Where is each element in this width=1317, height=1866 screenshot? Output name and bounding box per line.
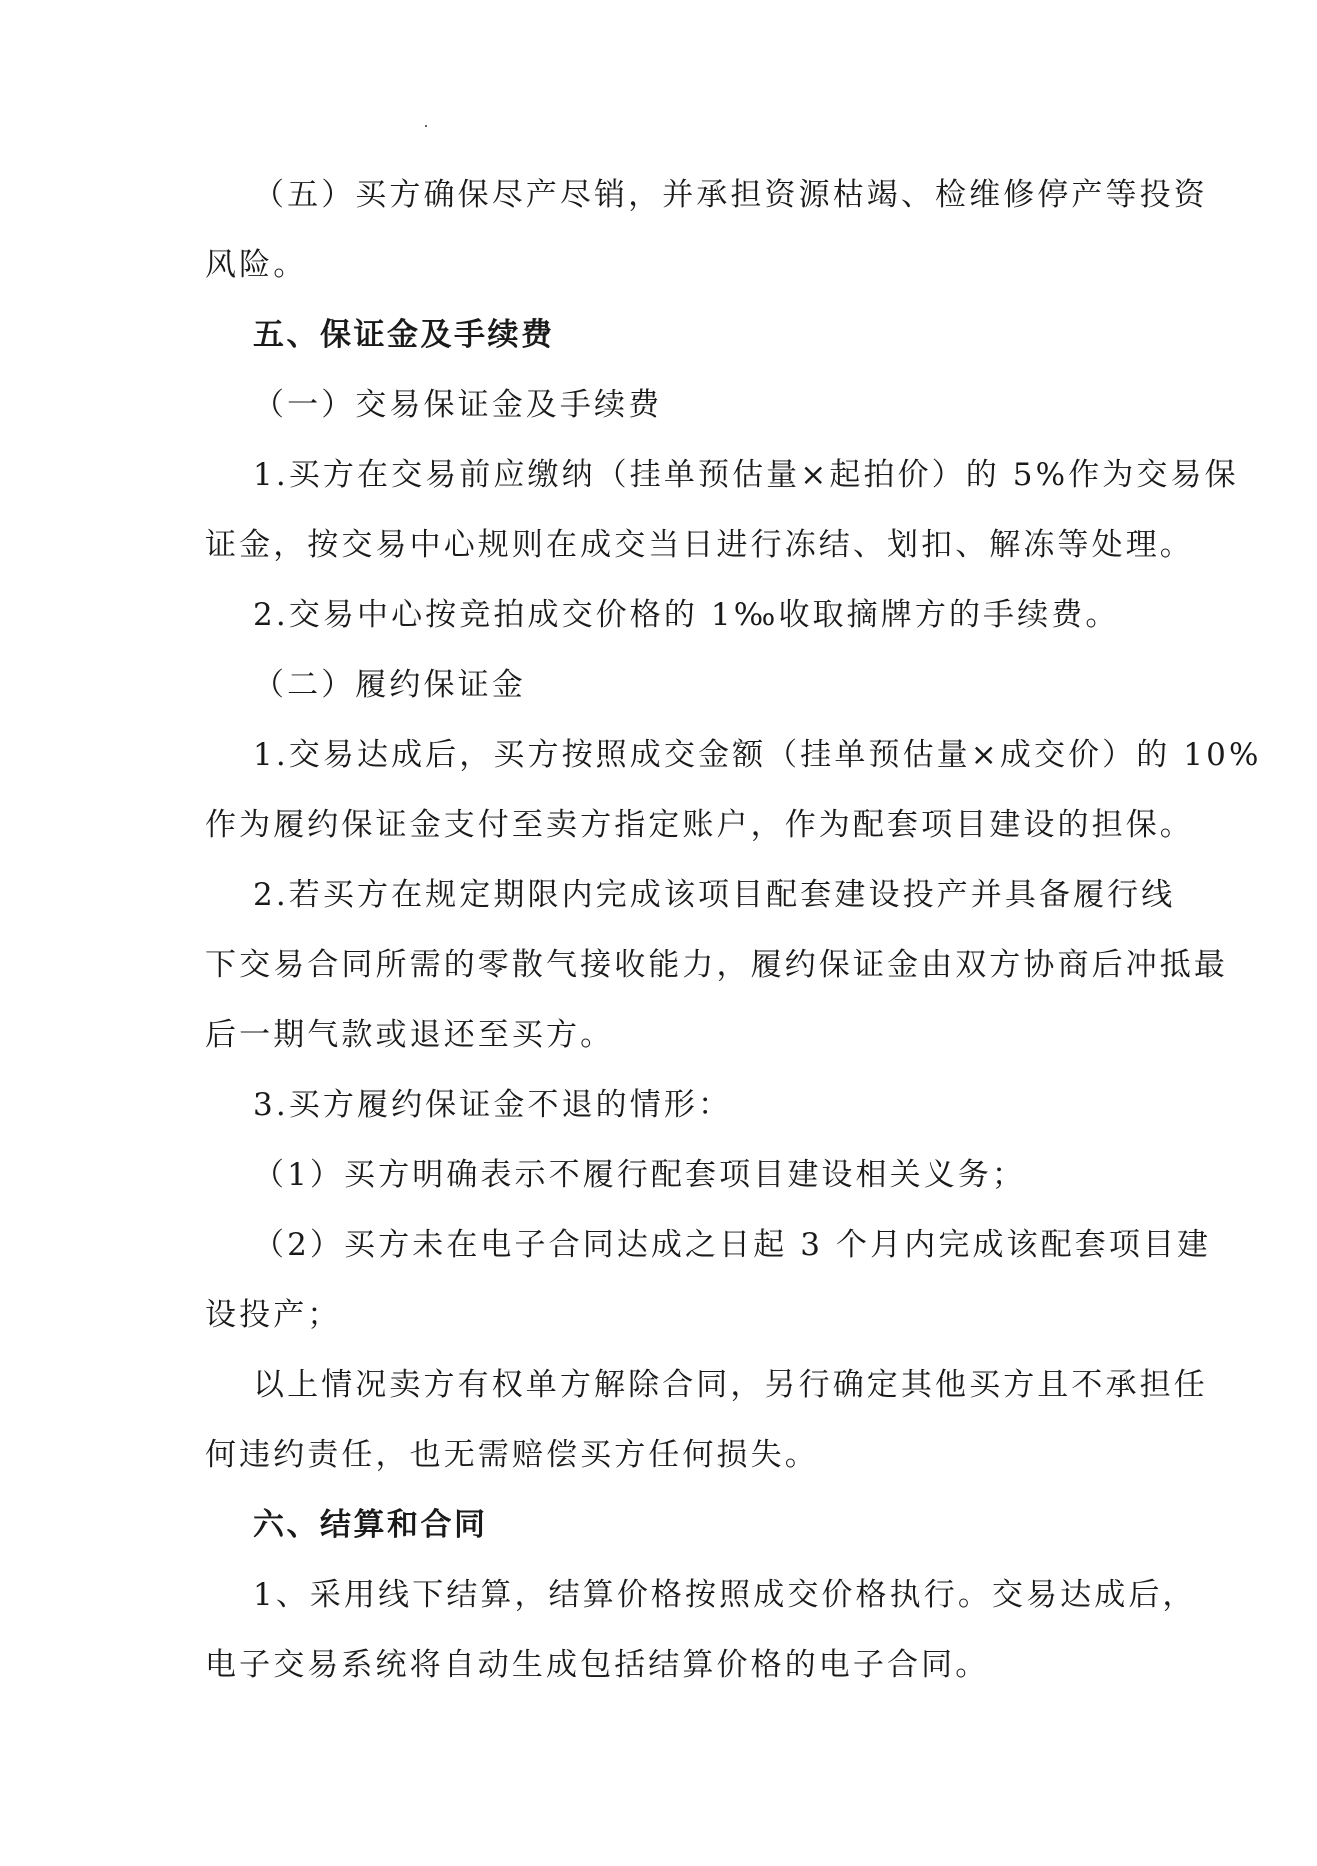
paragraph-line: 电子交易系统将自动生成包括结算价格的电子合同。 [205, 1647, 990, 1683]
paragraph-line: 2.交易中心按竞拍成交价格的 1‰收取摘牌方的手续费。 [253, 597, 1120, 633]
paragraph-line: （五）买方确保尽产尽销，并承担资源枯竭、检维修停产等投资 [253, 177, 1208, 213]
paragraph-line: 风险。 [205, 247, 308, 283]
paragraph-line: 3.买方履约保证金不退的情形： [253, 1087, 733, 1123]
list-item: （2）买方未在电子合同达成之日起 3 个月内完成该配套项目建 [253, 1227, 1212, 1263]
paragraph-line: 2.若买方在规定期限内完成该项目配套建设投产并具备履行线 [253, 877, 1176, 913]
subsection-heading: （一）交易保证金及手续费 [253, 387, 663, 423]
paragraph-line: 证金，按交易中心规则在成交当日进行冻结、划扣、解冻等处理。 [205, 527, 1194, 563]
paragraph-line: 下交易合同所需的零散气接收能力，履约保证金由双方协商后冲抵最 [205, 947, 1228, 983]
paragraph-line: 何违约责任，也无需赔偿买方任何损失。 [205, 1437, 819, 1473]
paragraph-line: 1.交易达成后，买方按照成交金额（挂单预估量×成交价）的 10% [253, 737, 1262, 773]
list-item: （1）买方明确表示不履行配套项目建设相关义务； [253, 1157, 1027, 1193]
section-heading: 五、保证金及手续费 [253, 317, 555, 353]
paragraph-line: 设投产； [205, 1297, 342, 1333]
paragraph-line: 作为履约保证金支付至卖方指定账户，作为配套项目建设的担保。 [205, 807, 1194, 843]
section-heading: 六、结算和合同 [253, 1507, 488, 1543]
paragraph-line: 后一期气款或退还至买方。 [205, 1017, 615, 1053]
paragraph-line: 以上情况卖方有权单方解除合同，另行确定其他买方且不承担任 [253, 1367, 1208, 1403]
paragraph-line: 1、采用线下结算，结算价格按照成交价格执行。交易达成后， [253, 1577, 1197, 1613]
paragraph-line: 1.买方在交易前应缴纳（挂单预估量×起拍价）的 5%作为交易保 [253, 457, 1239, 493]
scan-speck [425, 125, 427, 127]
subsection-heading: （二）履约保证金 [253, 667, 526, 703]
document-body [205, 160, 1262, 1700]
